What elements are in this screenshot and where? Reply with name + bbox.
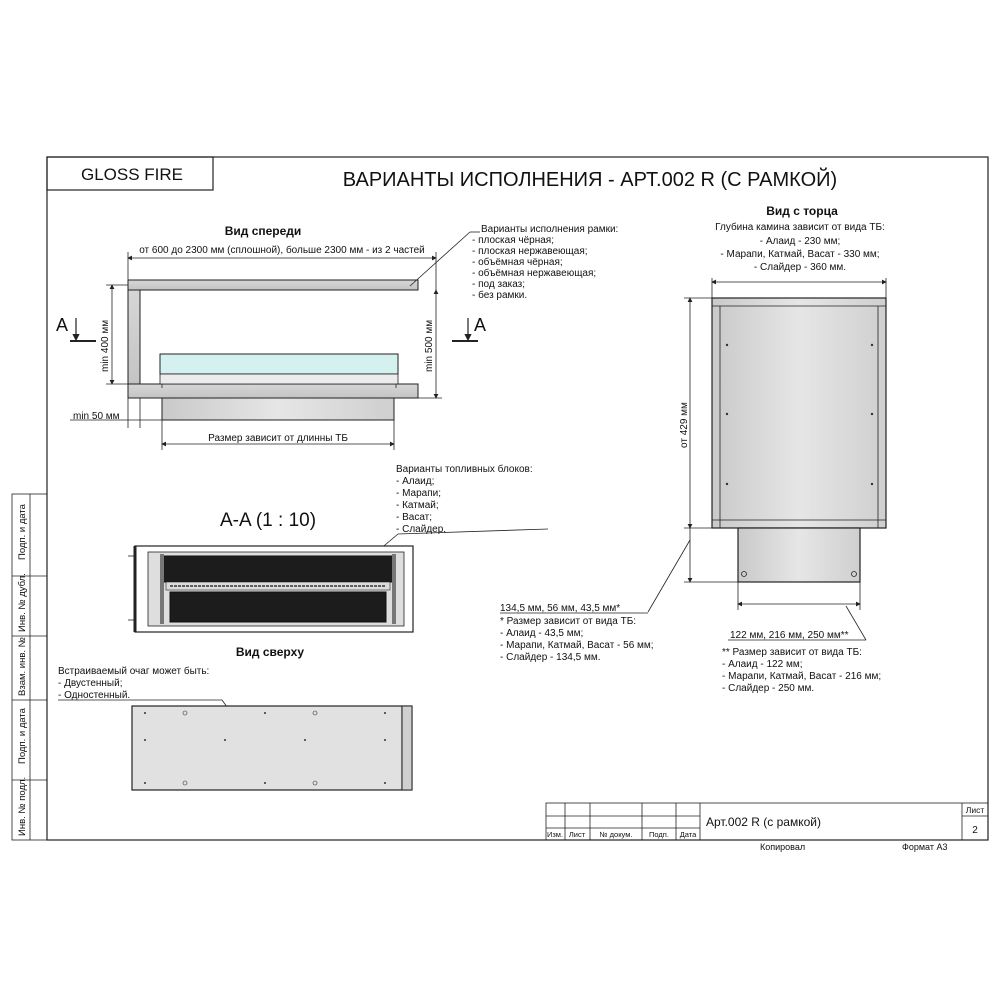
top-view-note-item: - Одностенный. xyxy=(58,690,131,701)
side-strip-label: Взам. инв. № xyxy=(17,637,28,696)
tb-format: Формат А3 xyxy=(902,842,948,852)
top-view-note-title: Встраиваемый очаг может быть: xyxy=(58,666,210,677)
tb-col: Лист xyxy=(568,830,586,839)
fuel-blocks-title: Варианты топливных блоков: xyxy=(396,464,533,475)
fuel-block-item: - Слайдер. xyxy=(396,524,447,535)
front-min-left: min 50 мм xyxy=(73,411,120,422)
side-strip-label: Инв. № подл. xyxy=(17,776,28,836)
frame-option-item: - плоская нержавеющая; xyxy=(472,246,588,257)
brand-block xyxy=(47,157,213,190)
side-view-title: Вид с торца xyxy=(766,204,838,218)
fuel-block-item: - Катмай; xyxy=(396,500,439,511)
front-view xyxy=(56,224,486,450)
section-title: A-A (1 : 10) xyxy=(219,510,317,531)
side-depth-item: - Алаид - 230 мм; xyxy=(759,236,841,247)
side-view xyxy=(679,204,886,610)
page-title: ВАРИАНТЫ ИСПОЛНЕНИЯ - АРТ.002 R (С РАМКОЙ) xyxy=(342,169,838,191)
front-view-title: Вид спереди xyxy=(224,224,302,238)
size-note-2-item: - Марапи, Катмай, Васат - 216 мм; xyxy=(722,671,882,682)
section-mark-left: A xyxy=(56,315,69,335)
tb-sheet-label: Лист xyxy=(965,805,985,815)
frame-option-item: - без рамки. xyxy=(472,290,528,301)
tb-col: Изм. xyxy=(546,830,564,839)
frame-option-item: - объёмная чёрная; xyxy=(472,257,563,268)
tb-sheet-number: 2 xyxy=(972,825,978,836)
front-width-dim: от 600 до 2300 мм (сплошной), больше 2300 мм - из 2 частей xyxy=(139,245,425,256)
top-view xyxy=(58,645,412,790)
tb-col: № докум. xyxy=(599,830,633,839)
section-aa xyxy=(128,510,413,632)
top-view-title: Вид сверху xyxy=(235,645,305,659)
frame-option-item: - плоская чёрная; xyxy=(472,235,554,246)
frame-options-note xyxy=(410,224,618,301)
side-strip xyxy=(12,494,47,840)
side-depth-item: - Марапи, Катмай, Васат - 330 мм; xyxy=(720,249,880,260)
size-note-1-item: - Алаид - 43,5 мм; xyxy=(500,628,584,639)
side-strip-label: Подп. и дата xyxy=(17,504,28,560)
frame-option-item: - объёмная нержавеющая; xyxy=(472,268,597,279)
frame-options-title: Варианты исполнения рамки: xyxy=(481,224,619,235)
size-note-2 xyxy=(722,606,881,694)
size-note-1 xyxy=(500,540,690,663)
size-note-2-item: - Слайдер - 250 мм. xyxy=(722,683,815,694)
size-note-2-title: ** Размер зависит от вида ТБ: xyxy=(722,647,862,658)
side-strip-label: Инв. № дубл. xyxy=(17,573,28,632)
tb-copied: Копировал xyxy=(760,842,806,852)
size-note-1-dims: 134,5 мм, 56 мм, 43,5 мм* xyxy=(500,603,621,614)
front-min-height-right: min 500 мм xyxy=(424,319,435,372)
size-note-1-title: * Размер зависит от вида ТБ: xyxy=(500,616,637,627)
size-note-1-item: - Марапи, Катмай, Васат - 56 мм; xyxy=(500,640,654,651)
fuel-block-item: - Алаид; xyxy=(396,476,435,487)
tb-col: Дата xyxy=(679,830,697,839)
size-note-2-item: - Алаид - 122 мм; xyxy=(722,659,803,670)
size-note-1-item: - Слайдер - 134,5 мм. xyxy=(500,652,601,663)
side-strip-label: Подп. и дата xyxy=(17,708,28,764)
top-view-note-item: - Двустенный; xyxy=(58,678,123,689)
side-depth-item: - Слайдер - 360 мм. xyxy=(753,262,847,273)
tb-col: Подп. xyxy=(649,830,669,839)
front-length-note: Размер зависит от длинны ТБ xyxy=(208,433,348,444)
side-depth-note: Глубина камина зависит от вида ТБ: xyxy=(715,222,885,233)
tb-name: Арт.002 R (с рамкой) xyxy=(706,815,821,829)
fuel-block-item: - Марапи; xyxy=(396,488,442,499)
section-mark-right: A xyxy=(474,315,487,335)
brand-name: GLOSS FIRE xyxy=(80,165,184,184)
side-height-dim: от 429 мм xyxy=(679,402,690,448)
fuel-block-item: - Васат; xyxy=(396,512,433,523)
size-note-2-dims: 122 мм, 216 мм, 250 мм** xyxy=(730,630,849,641)
title-block xyxy=(546,803,988,852)
frame-option-item: - под заказ; xyxy=(472,279,526,290)
front-min-height: min 400 мм xyxy=(100,319,111,372)
